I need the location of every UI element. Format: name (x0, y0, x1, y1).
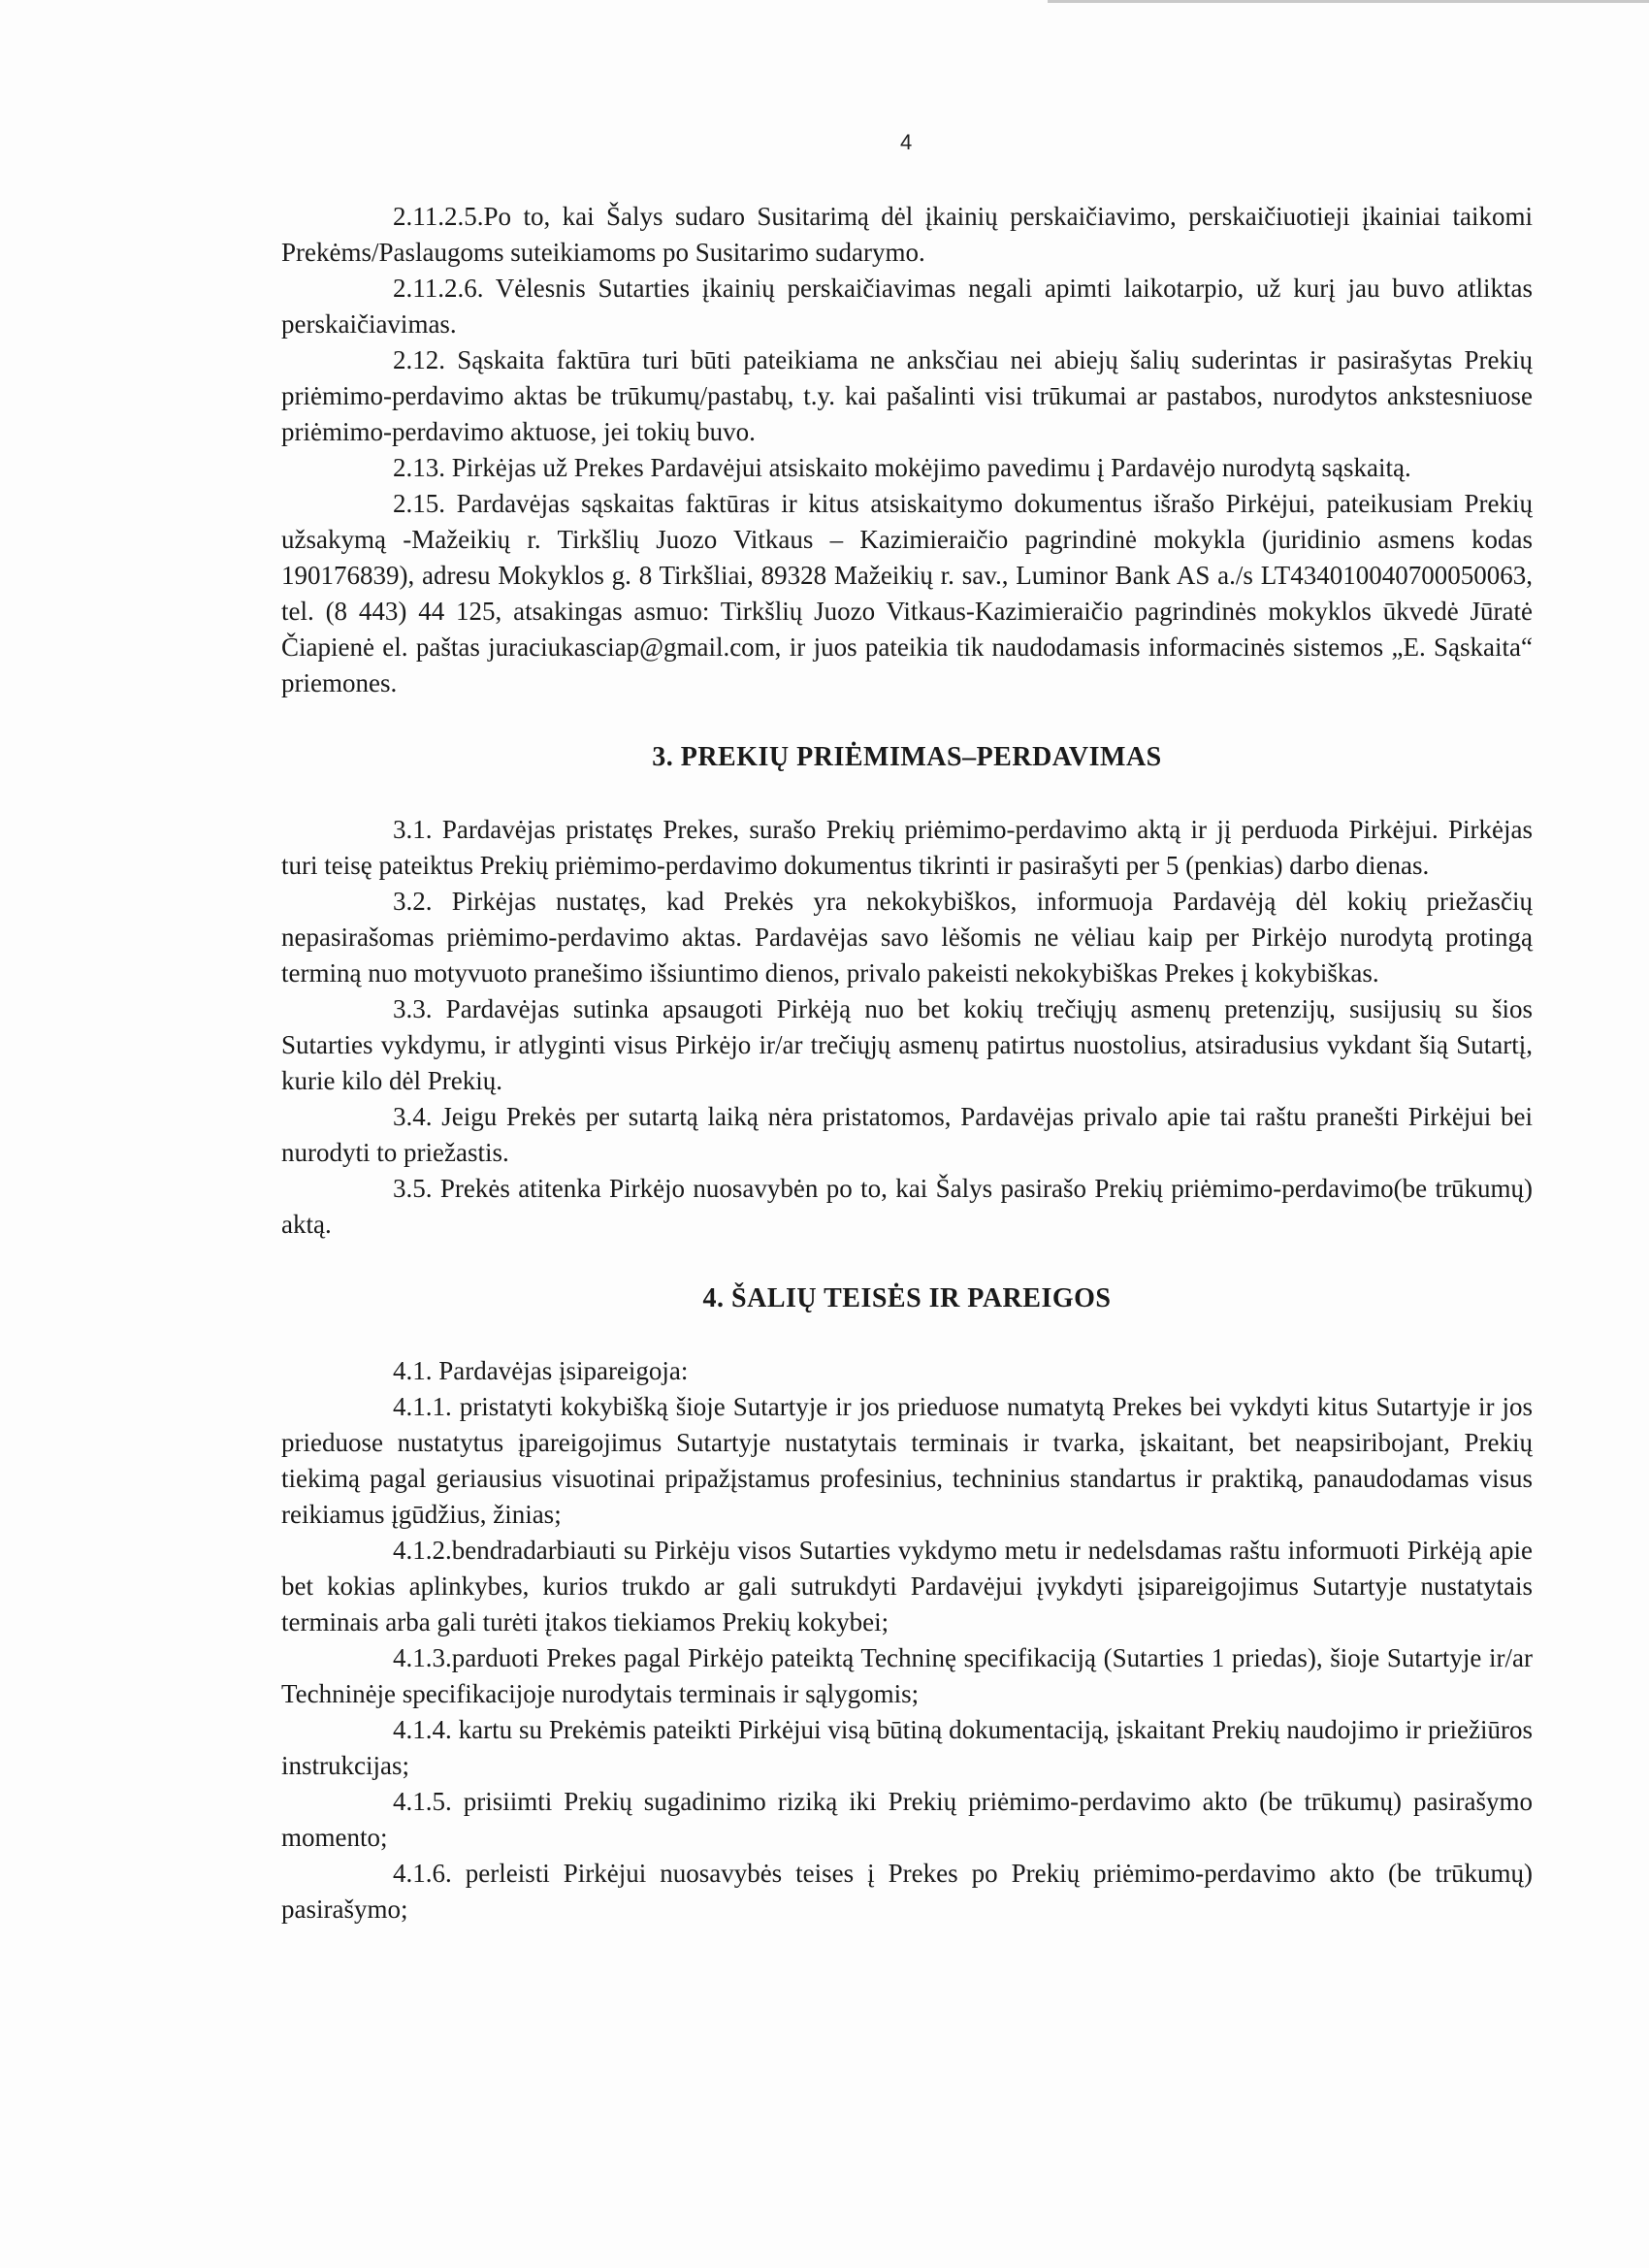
paragraph-3-2: 3.2. Pirkėjas nustatęs, kad Prekės yra nekokybiškos, informuoja Pardavėją dėl kokių priežasčių nepasirašomas priėmimo-perdavimo aktas. Pardavėjas savo lėšomis ne vėliau kaip per Pirkėjo nurodytą protingą terminą nuo motyvuoto pranešimo išsiuntimo dienos, privalo pakeisti nekokybiškas Prekes į kokybiškas. (281, 887, 1533, 988)
paragraph-4-1-2: 4.1.2.bendradarbiauti su Pirkėju visos Sutarties vykdymo metu ir nedelsdamas raštu informuoti Pirkėją apie bet kokias aplinkybes, kurios trukdo ar gali sutrukdyti Pardavėjui įvykdyti įsipareigojimus Sutartyje nustatytais terminais arba gali turėti įtakos tiekiamos Prekių kokybei; (281, 1536, 1533, 1636)
scan-edge-line (1048, 0, 1649, 3)
paragraph-2-12: 2.12. Sąskaita faktūra turi būti pateikiama ne anksčiau nei abiejų šalių suderintas ir pasirašytas Prekių priėmimo-perdavimo aktas be trūkumų/pastabų, t.y. kai pašalinti visi trūkumai ar pastabos, nurodytos ankstesniuose priėmimo-perdavimo aktuose, jei tokių buvo. (281, 345, 1533, 446)
paragraph-2-11-2-6: 2.11.2.6. Vėlesnis Sutarties įkainių perskaičiavimas negali apimti laikotarpio, už kurį jau buvo atliktas perskaičiavimas. (281, 274, 1533, 339)
paragraph-4-1-5: 4.1.5. prisiimti Prekių sugadinimo riziką iki Prekių priėmimo-perdavimo akto (be trūkumų) pasirašymo momento; (281, 1787, 1533, 1852)
paragraph-4-1-1: 4.1.1. pristatyti kokybišką šioje Sutartyje ir jos prieduose numatytą Prekes bei vykdyti kitus Sutartyje ir jos prieduose nustatytus įpareigojimus Sutartyje nustatytais terminais ir tvarka, įskaitant, bet neapsiribojant, Prekių tiekimą pagal geriausius visuotinai pripažįstamus profesinius, techninius standartus ir praktiką, panaudodamas visus reikiamus įgūdžius, žinias; (281, 1392, 1533, 1529)
paragraph-2-13: 2.13. Pirkėjas už Prekes Pardavėjui atsiskaito mokėjimo pavedimu į Pardavėjo nurodytą sąskaitą. (393, 453, 1411, 482)
page-number: 4 (900, 130, 913, 154)
paragraph-3-3: 3.3. Pardavėjas sutinka apsaugoti Pirkėją nuo bet kokių trečiųjų asmenų pretenzijų, susijusių su šios Sutarties vykdymu, ir atlyginti visus Pirkėjo ir/ar trečiųjų asmenų patirtus nuostolius, atsiradusius vykdant šią Sutartį, kurie kilo dėl Prekių. (281, 994, 1533, 1095)
paragraph-2-15: 2.15. Pardavėjas sąskaitas faktūras ir kitus atsiskaitymo dokumentus išrašo Pirkėjui, pateikusiam Prekių užsakymą -Mažeikių r. Tirkšlių Juozo Vitkaus – Kazimieraičio pagrindinė mokykla (juridinio asmens kodas 190176839), adresu Mokyklos g. 8 Tirkšliai, 89328 Mažeikių r. sav., Luminor Bank AS a./s LT434010040700050063, tel. (8 443) 44 125, atsakingas asmuo: Tirkšlių Juozo Vitkaus-Kazimieraičio pagrindinės mokyklos ūkvedė Jūratė Čiapienė el. paštas juraciukasciap@gmail.com, ir juos pateikia tik naudodamasis informacinės sistemos „E. Sąskaita“ priemones. (281, 489, 1533, 697)
paragraph-3-4: 3.4. Jeigu Prekės per sutartą laiką nėra pristatomos, Pardavėjas privalo apie tai raštu pranešti Pirkėjui bei nurodyti to priežastis. (281, 1102, 1533, 1167)
paragraph-4-1: 4.1. Pardavėjas įsipareigoja: (393, 1356, 689, 1385)
paragraph-4-1-6: 4.1.6. perleisti Pirkėjui nuosavybės teises į Prekes po Prekių priėmimo-perdavimo akto (be trūkumų) pasirašymo; (281, 1859, 1533, 1924)
section-4-heading: 4. ŠALIŲ TEISĖS IR PAREIGOS (702, 1283, 1112, 1313)
paragraph-3-5: 3.5. Prekės atitenka Pirkėjo nuosavybėn po to, kai Šalys pasirašo Prekių priėmimo-perdavimo(be trūkumų) aktą. (281, 1174, 1533, 1239)
paragraph-3-1: 3.1. Pardavėjas pristatęs Prekes, surašo Prekių priėmimo-perdavimo aktą ir jį perduoda Pirkėjui. Pirkėjas turi teisę pateiktus Prekių priėmimo-perdavimo dokumentus tikrinti ir pasirašyti per 5 (penkias) darbo dienas. (281, 815, 1533, 880)
paragraph-4-1-3: 4.1.3.parduoti Prekes pagal Pirkėjo pateiktą Techninę specifikaciją (Sutarties 1 priedas), šioje Sutartyje ir/ar Techninėje specifikacijoje nurodytais terminais ir sąlygomis; (281, 1643, 1533, 1708)
paragraph-4-1-4: 4.1.4. kartu su Prekėmis pateikti Pirkėjui visą būtiną dokumentaciją, įskaitant Prekių naudojimo ir priežiūros instrukcijas; (281, 1715, 1533, 1780)
section-3-heading: 3. PREKIŲ PRIĖMIMAS–PERDAVIMAS (652, 742, 1162, 772)
document-body (281, 199, 1533, 1928)
paragraph-2-11-2-5: 2.11.2.5.Po to, kai Šalys sudaro Susitarimą dėl įkainių perskaičiavimo, perskaičiuotieji įkainiai taikomi Prekėms/Paslaugoms suteikiamoms po Susitarimo sudarymo. (281, 202, 1533, 267)
